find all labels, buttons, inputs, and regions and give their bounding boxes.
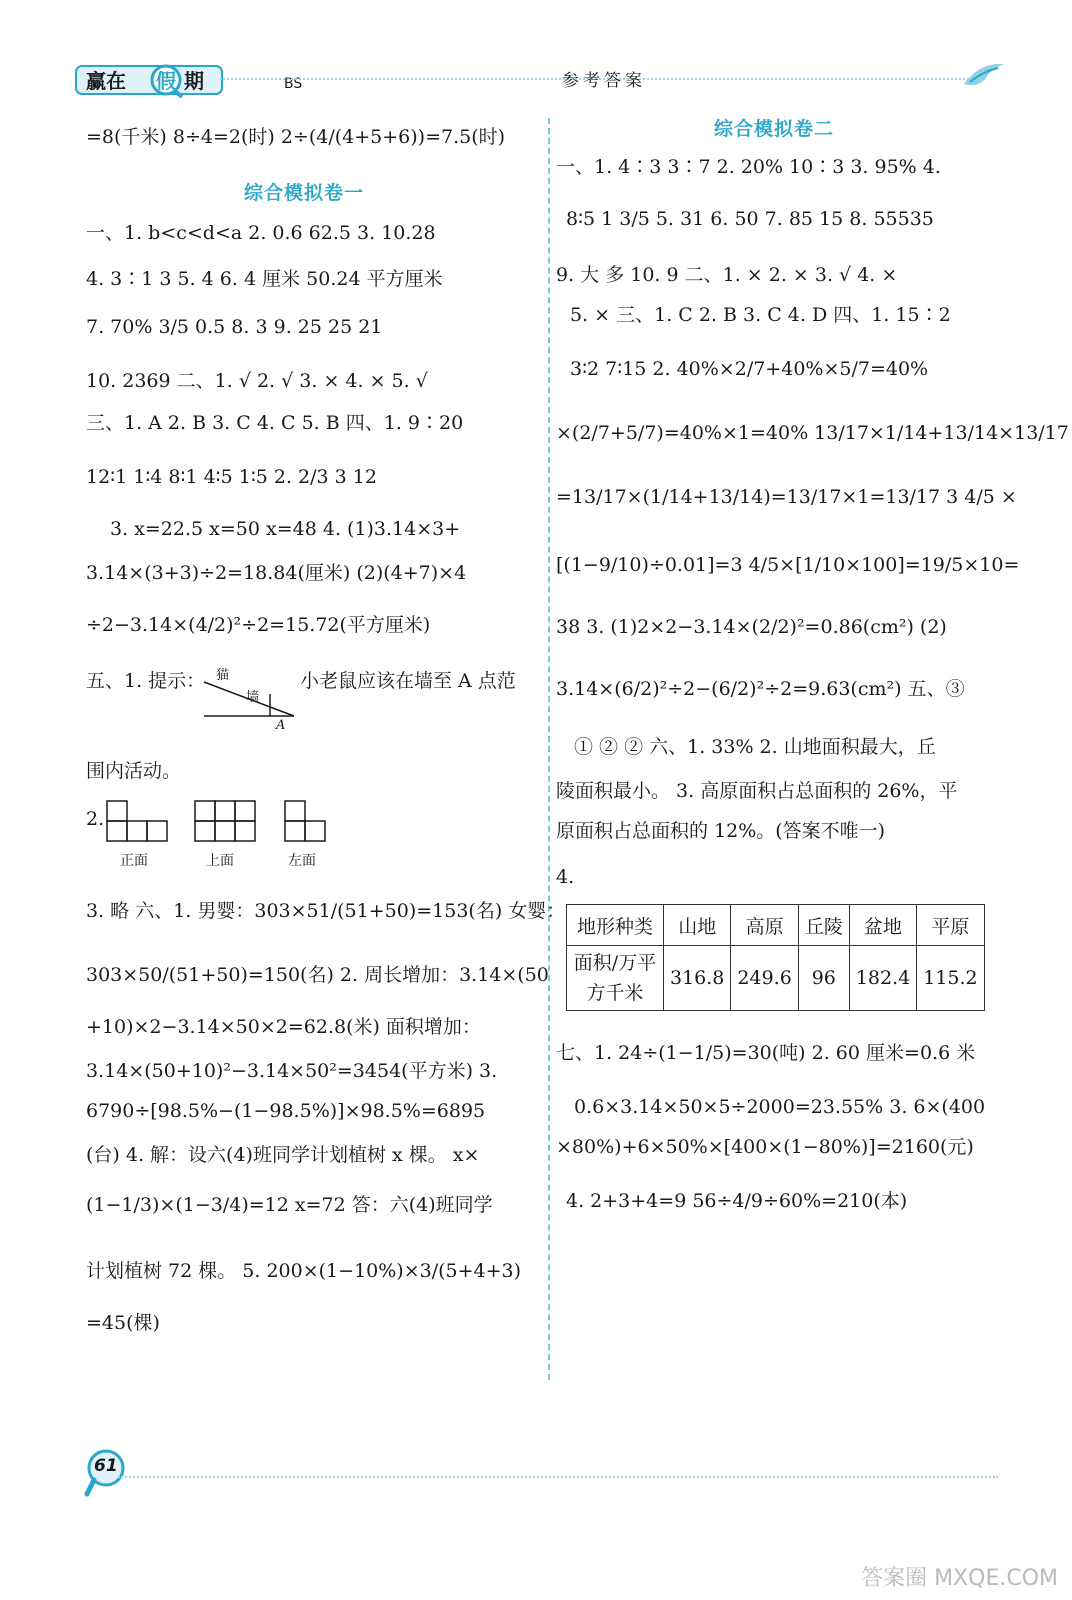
left-view-label: 左面 xyxy=(288,853,316,869)
answer-line: 9. 大 多 10. 9 二、1. × 2. × 3. √ 4. × xyxy=(556,264,898,286)
answer-line: 5. × 三、1. C 2. B 3. C 4. D 四、1. 15∶2 xyxy=(570,304,951,326)
answer-line: 3.14×(3+3)÷2=18.84(厘米) (2)(4+7)×4 xyxy=(86,562,467,584)
answer-line: 4. 3∶1 3 5. 4 6. 4 厘米 50.24 平方厘米 xyxy=(86,268,443,290)
svg-text:期: 期 xyxy=(184,69,204,93)
table-row xyxy=(567,946,985,1011)
answer-line: 3∶2 7∶15 2. 40%×2/7+40%×5/7=40% xyxy=(570,358,929,380)
answer-line: ① ② ② 六、1. 33% 2. 山地面积最大，丘 xyxy=(574,736,936,758)
front-view-figure xyxy=(106,800,172,848)
answer-line: (台) 4. 解：设六(4)班同学计划植树 x 棵。 x× xyxy=(86,1144,480,1166)
answer-line: 七、1. 24÷(1−1/5)=30(吨) 2. 60 厘米=0.6 米 xyxy=(556,1042,976,1064)
terrain-area-table xyxy=(566,904,985,1011)
answer-line: 7. 70% 3/5 0.5 8. 3 9. 25 25 21 xyxy=(86,316,383,338)
answer-line: ÷2−3.14×(4/2)²÷2=15.72(平方厘米) xyxy=(86,614,431,636)
answer-line: 三、1. A 2. B 3. C 4. C 5. B 四、1. 9∶20 xyxy=(86,412,464,434)
table-header-cell: 盆地 xyxy=(849,905,916,946)
svg-text:赢在: 赢在 xyxy=(86,69,126,93)
answer-line: +10)×2−3.14×50×2=62.8(米) 面积增加： xyxy=(86,1016,481,1038)
footer-rule xyxy=(118,1476,998,1478)
corner-decoration-icon xyxy=(960,58,1008,96)
diagram-label-wall: 墙 xyxy=(246,690,260,705)
answer-line: 小老鼠应该在墙至 A 点范 xyxy=(300,670,516,692)
column-divider xyxy=(548,118,550,1380)
answer-line: 303×50/(51+50)=150(名) 2. 周长增加：3.14×(50 xyxy=(86,964,549,986)
answer-line: (1−1/3)×(1−3/4)=12 x=72 答：六(4)班同学 xyxy=(86,1194,493,1216)
answer-line: 3. x=22.5 x=50 x=48 4. (1)3.14×3+ xyxy=(110,518,461,540)
answer-line: 3. 略 六、1. 男婴：303×51/(51+50)=153(名) 女婴： xyxy=(86,900,566,922)
answer-line: ×(2/7+5/7)=40%×1=40% 13/17×1/14+13/14×13/17 xyxy=(556,422,1069,444)
answer-line: 3.14×(50+10)²−3.14×50²=3454(平方米) 3. xyxy=(86,1060,498,1082)
answer-line: [(1−9/10)÷0.01]=3 4/5×[1/10×100]=19/5×10= xyxy=(556,554,1020,576)
watermark: 答案圈 MXQE.COM xyxy=(861,1566,1058,1591)
top-view-figure xyxy=(194,800,260,848)
answer-line: ×80%)+6×50%×[400×(1−80%)]=2160(元) xyxy=(556,1136,974,1158)
table-row-label: 面积/万平方千米 xyxy=(567,946,664,1011)
answer-line: 0.6×3.14×50×5÷2000=23.55% 3. 6×(400 xyxy=(574,1096,986,1118)
table-cell: 182.4 xyxy=(849,946,916,1011)
table-header-cell: 高原 xyxy=(731,905,798,946)
answer-line: 10. 2369 二、1. √ 2. √ 3. × 4. × 5. √ xyxy=(86,370,428,392)
section-title-mock-1: 综合模拟卷一 xyxy=(244,182,365,204)
answer-line: 原面积占总面积的 12%。(答案不唯一) xyxy=(556,820,886,842)
answer-line: 38 3. (1)2×2−3.14×(2/2)²=0.86(cm²) (2) xyxy=(556,616,947,638)
series-code: BS xyxy=(284,76,303,92)
table-header-cell: 丘陵 xyxy=(798,905,849,946)
answer-line: 计划植树 72 棵。 5. 200×(1−10%)×3/(5+4+3) xyxy=(86,1260,522,1282)
answer-line: 3.14×(6/2)²÷2−(6/2)²÷2=9.63(cm²) 五、③ xyxy=(556,678,965,700)
top-view-label: 上面 xyxy=(206,853,234,869)
answer-line: =45(棵) xyxy=(86,1312,160,1334)
answer-line: =13/17×(1/14+13/14)=13/17×1=13/17 3 4/5 × xyxy=(556,486,1017,508)
table-cell: 115.2 xyxy=(917,946,984,1011)
answer-line: 8∶5 1 3/5 5. 31 6. 50 7. 85 15 8. 55535 xyxy=(566,208,934,230)
answer-line: 陵面积最小。 3. 高原面积占总面积的 26%，平 xyxy=(556,780,958,802)
answer-line: 6790÷[98.5%−(1−98.5%)]×98.5%=6895 xyxy=(86,1100,486,1122)
page-number: 61 xyxy=(94,1456,118,1476)
table-row xyxy=(567,905,985,946)
answer-line: 一、1. b<c<d<a 2. 0.6 62.5 3. 10.28 xyxy=(86,222,436,244)
front-view-label: 正面 xyxy=(120,853,148,869)
svg-text:假: 假 xyxy=(156,69,176,93)
book-logo xyxy=(74,62,226,98)
answer-line: 2. xyxy=(86,808,105,830)
answer-line: 4. xyxy=(556,866,575,888)
table-cell: 249.6 xyxy=(731,946,798,1011)
table-header-cell: 平原 xyxy=(917,905,984,946)
diagram-label-point: A xyxy=(276,718,286,733)
answer-line: =8(千米) 8÷4=2(时) 2÷(4/(4+5+6))=7.5(时) xyxy=(86,126,506,148)
diagram-label-cat: 猫 xyxy=(216,668,230,683)
answer-line: 4. 2+3+4=9 56÷4/9÷60%=210(本) xyxy=(566,1190,908,1212)
table-cell: 96 xyxy=(798,946,849,1011)
answer-line: 一、1. 4∶3 3∶7 2. 20% 10∶3 3. 95% 4. xyxy=(556,156,941,178)
table-header-cell: 地形种类 xyxy=(567,905,664,946)
answer-line: 五、1. 提示： xyxy=(86,670,206,692)
section-title-mock-2: 综合模拟卷二 xyxy=(714,118,835,140)
left-view-figure xyxy=(284,800,330,848)
answer-line: 围内活动。 xyxy=(86,760,182,782)
table-cell: 316.8 xyxy=(664,946,731,1011)
page-header-title: 参考答案 xyxy=(562,71,646,91)
table-header-cell: 山地 xyxy=(664,905,731,946)
answer-line: 12∶1 1∶4 8∶1 4∶5 1∶5 2. 2/3 3 12 xyxy=(86,466,377,488)
